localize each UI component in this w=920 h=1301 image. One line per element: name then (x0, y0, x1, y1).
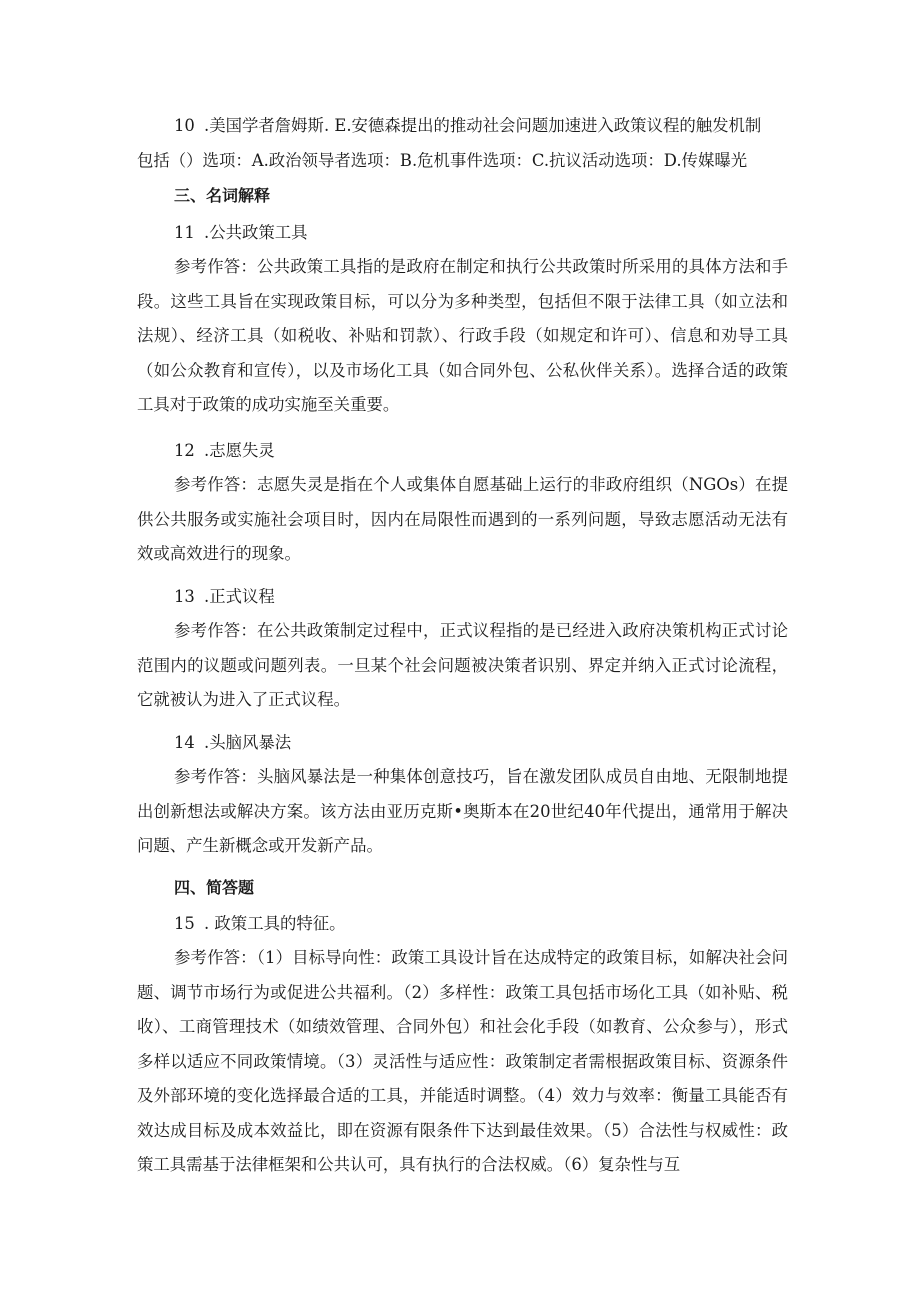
question-title: .志愿失灵 (204, 441, 275, 460)
question-text: .美国学者詹姆斯. E.安德森提出的推动社会问题加速进入政策议程的触发机制 (204, 116, 762, 135)
question-10-line-1 (174, 112, 761, 136)
question-14-title (174, 729, 291, 753)
question-12-answer: 参考作答：志愿失灵是指在个人或集体自愿基础上运行的非政府组织（NGOs）在提供公共服务或实施社会项目时，因内在局限性而遇到的一系列问题，导致志愿活动无法有效或高效进行的现象。 (137, 475, 788, 563)
question-number: 15 (174, 914, 195, 933)
question-number: 11 (174, 223, 195, 242)
question-title: .公共政策工具 (204, 223, 308, 242)
section-title-4: 四、简答题 (174, 878, 255, 897)
question-13-answer: 参考作答：在公共政策制定过程中，正式议程指的是已经进入政府决策机构正式讨论范围内的议题或问题列表。一旦某个社会问题被决策者识别、界定并纳入正式讨论流程，它就被认为进入了正式议程。 (137, 621, 788, 709)
question-number: 13 (174, 587, 195, 606)
question-15-title (174, 910, 346, 934)
question-number: 10 (174, 116, 195, 135)
question-title: . 政策工具的特征。 (204, 914, 346, 933)
question-11-answer: 参考作答：公共政策工具指的是政府在制定和执行公共政策时所采用的具体方法和手段。这些工具旨在实现政策目标，可以分为多种类型，包括但不限于法律工具（如立法和法规）、经济工具（如税收、补贴和罚款）、行政手段（如规定和许可）、信息和劝导工具（如公众教育和宣传），以及市场化工具（如合同外包、公私伙伴关系）。选择合适的政策工具对于政策的成功实施至关重要。 (137, 257, 788, 414)
question-15-answer: 参考作答：（1）目标导向性：政策工具设计旨在达成特定的政策目标，如解决社会问题、调节市场行为或促进公共福利。（2）多样性：政策工具包括市场化工具（如补贴、税收）、工商管理技术（如绩效管理、合同外包）和社会化手段（如教育、公众参与），形式多样以适应不同政策情境。（3）灵活性与适应性：政策制定者需根据政策目标、资源条件及外部环境的变化选择最合适的工具，并能适时调整。（4）效力与效率：衡量工具能否有效达成目标及成本效益比，即在资源有限条件下达到最佳效果。（5）合法性与权威性：政策工具需基于法律框架和公共认可，具有执行的合法权威。（6）复杂性与互 (137, 948, 788, 1174)
question-number: 14 (174, 733, 195, 752)
question-14-answer: 参考作答：头脑风暴法是一种集体创意技巧，旨在激发团队成员自由地、无限制地提出创新想法或解决方案。该方法由亚历克斯•奥斯本在20世纪40年代提出，通常用于解决问题、产生新概念或开发新产品。 (137, 767, 788, 855)
question-10-line-2: 包括（）选项：A.政治领导者选项：B.危机事件选项：C.抗议活动选项：D.传媒曝光 (137, 151, 748, 170)
section-title-3: 三、名词解释 (174, 186, 271, 205)
question-12-title (174, 437, 275, 461)
question-13-title (174, 583, 275, 607)
question-11-title (174, 219, 308, 243)
question-number: 12 (174, 441, 195, 460)
question-title: .头脑风暴法 (204, 733, 292, 752)
question-title: .正式议程 (204, 587, 275, 606)
